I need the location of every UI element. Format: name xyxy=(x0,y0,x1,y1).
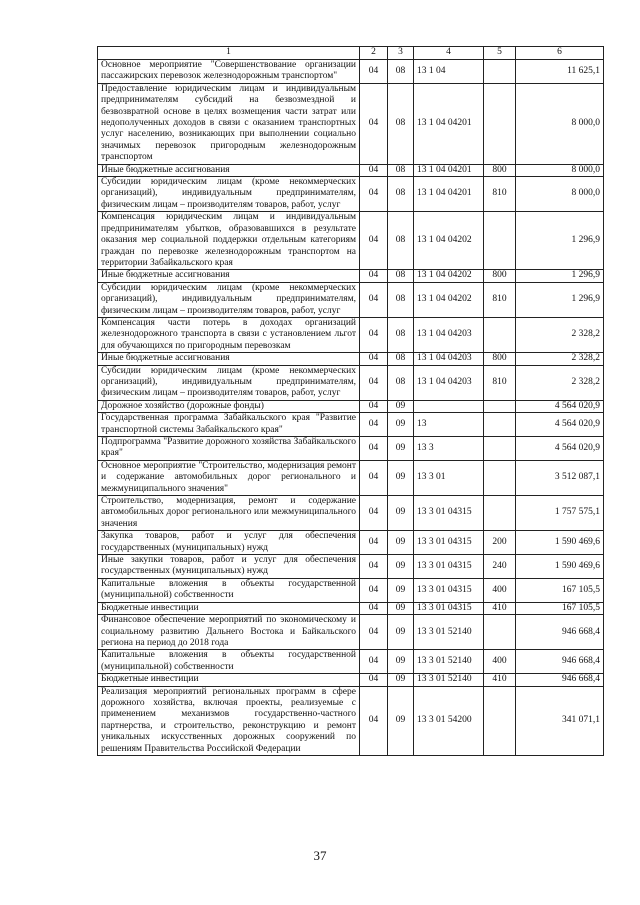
subsection-code-cell: 08 xyxy=(388,60,414,84)
target-article-cell: 13 3 01 52140 xyxy=(414,674,484,686)
section-code-cell: 04 xyxy=(360,531,388,555)
table-row xyxy=(98,650,604,674)
section-code-cell: 04 xyxy=(360,282,388,317)
target-article-cell: 13 3 01 xyxy=(414,460,484,495)
subsection-code-cell: 09 xyxy=(388,674,414,686)
subsection-code-cell: 08 xyxy=(388,164,414,176)
subsection-code-cell: 09 xyxy=(388,650,414,674)
expense-type-cell: 400 xyxy=(484,650,516,674)
expense-name-cell: Основное мероприятие "Строительство, модернизация ремонт и содержание автомобильных дорог регионального и межмуниципального значения" xyxy=(98,460,360,495)
section-code-cell: 04 xyxy=(360,400,388,412)
header-col-3: 3 xyxy=(388,47,414,60)
expense-name-cell: Закупка товаров, работ и услуг для обеспечения государственных (муниципальных) нужд xyxy=(98,531,360,555)
target-article-cell: 13 1 04 04201 xyxy=(414,83,484,164)
table-row xyxy=(98,555,604,579)
target-article-cell: 13 3 01 04315 xyxy=(414,578,484,602)
amount-cell: 8 000,0 xyxy=(516,83,604,164)
table-row xyxy=(98,400,604,412)
expense-type-cell xyxy=(484,437,516,461)
amount-cell: 2 328,2 xyxy=(516,365,604,400)
expense-type-cell: 800 xyxy=(484,270,516,282)
target-article-cell: 13 1 04 04203 xyxy=(414,353,484,365)
expense-type-cell: 400 xyxy=(484,578,516,602)
expense-name-cell: Финансовое обеспечение мероприятий по экономическому и социальному развитию Дальнего Востока и Байкальского региона на период до 2018 года xyxy=(98,615,360,650)
target-article-cell: 13 3 xyxy=(414,437,484,461)
expense-type-cell xyxy=(484,400,516,412)
expense-type-cell xyxy=(484,496,516,531)
expense-type-cell xyxy=(484,60,516,84)
expense-type-cell xyxy=(484,83,516,164)
expense-name-cell: Компенсация части потерь в доходах организаций железнодорожного транспорта в связи с установлением льгот для обучающихся по пригородным перевозкам xyxy=(98,317,360,352)
table-row xyxy=(98,60,604,84)
table-row xyxy=(98,615,604,650)
table-row xyxy=(98,413,604,437)
table-row xyxy=(98,164,604,176)
expense-name-cell: Реализация мероприятий региональных программ в сфере дорожного хозяйства, включая проекты, реализуемые с применением механизмов государственно-частного партнерства, и строительство, реконструкцию и ремонт уникальных искусственных дорожных сооружений по решениям Правительства Российской Федерации xyxy=(98,686,360,755)
expense-type-cell xyxy=(484,317,516,352)
amount-cell: 946 668,4 xyxy=(516,650,604,674)
expense-type-cell: 240 xyxy=(484,555,516,579)
section-code-cell: 04 xyxy=(360,177,388,212)
target-article-cell: 13 1 04 04203 xyxy=(414,365,484,400)
table-row xyxy=(98,496,604,531)
section-code-cell: 04 xyxy=(360,615,388,650)
subsection-code-cell: 09 xyxy=(388,578,414,602)
section-code-cell: 04 xyxy=(360,83,388,164)
target-article-cell: 13 3 01 04315 xyxy=(414,531,484,555)
target-article-cell xyxy=(414,400,484,412)
expense-name-cell: Субсидии юридическим лицам (кроме некоммерческих организаций), индивидуальным предпринимателям, физическим лицам – производителям товаров, работ, услуг xyxy=(98,177,360,212)
expense-name-cell: Бюджетные инвестиции xyxy=(98,602,360,614)
header-col-6: 6 xyxy=(516,47,604,60)
target-article-cell: 13 3 01 04315 xyxy=(414,496,484,531)
target-article-cell: 13 3 01 52140 xyxy=(414,650,484,674)
target-article-cell: 13 1 04 xyxy=(414,60,484,84)
expense-type-cell: 410 xyxy=(484,602,516,614)
amount-cell: 1 296,9 xyxy=(516,282,604,317)
subsection-code-cell: 08 xyxy=(388,353,414,365)
expense-name-cell: Иные закупки товаров, работ и услуг для обеспечения государственных (муниципальных) нужд xyxy=(98,555,360,579)
section-code-cell: 04 xyxy=(360,365,388,400)
table-row xyxy=(98,270,604,282)
target-article-cell: 13 3 01 54200 xyxy=(414,686,484,755)
table-row xyxy=(98,317,604,352)
header-col-2: 2 xyxy=(360,47,388,60)
header-col-1: 1 xyxy=(98,47,360,60)
expense-name-cell: Государственная программа Забайкальского края "Развитие транспортной системы Забайкальского края" xyxy=(98,413,360,437)
expense-name-cell: Капитальные вложения в объекты государственной (муниципальной) собственности xyxy=(98,650,360,674)
table-row xyxy=(98,365,604,400)
expense-name-cell: Иные бюджетные ассигнования xyxy=(98,270,360,282)
expense-name-cell: Иные бюджетные ассигнования xyxy=(98,353,360,365)
page-number: 37 xyxy=(313,848,327,863)
section-code-cell: 04 xyxy=(360,578,388,602)
subsection-code-cell: 08 xyxy=(388,177,414,212)
table-row xyxy=(98,674,604,686)
expense-type-cell: 810 xyxy=(484,282,516,317)
expense-name-cell: Иные бюджетные ассигнования xyxy=(98,164,360,176)
expense-type-cell: 810 xyxy=(484,365,516,400)
amount-cell: 1 757 575,1 xyxy=(516,496,604,531)
subsection-code-cell: 09 xyxy=(388,437,414,461)
target-article-cell: 13 1 04 04202 xyxy=(414,282,484,317)
amount-cell: 11 625,1 xyxy=(516,60,604,84)
amount-cell: 1 590 469,6 xyxy=(516,531,604,555)
subsection-code-cell: 08 xyxy=(388,212,414,270)
subsection-code-cell: 09 xyxy=(388,531,414,555)
target-article-cell: 13 1 04 04201 xyxy=(414,177,484,212)
table-row xyxy=(98,83,604,164)
table-row xyxy=(98,602,604,614)
table-row xyxy=(98,353,604,365)
expense-type-cell: 800 xyxy=(484,353,516,365)
section-code-cell: 04 xyxy=(360,212,388,270)
expense-type-cell: 810 xyxy=(484,177,516,212)
expense-name-cell: Субсидии юридическим лицам (кроме некоммерческих организаций), индивидуальным предпринимателям, физическим лицам – производителям товаров, работ, услуг xyxy=(98,365,360,400)
section-code-cell: 04 xyxy=(360,270,388,282)
amount-cell: 4 564 020,9 xyxy=(516,437,604,461)
expense-name-cell: Основное мероприятие "Совершенствование организации пассажирских перевозок железнодорожным транспортом" xyxy=(98,60,360,84)
table-row xyxy=(98,282,604,317)
expense-name-cell: Подпрограмма "Развитие дорожного хозяйства Забайкальского края" xyxy=(98,437,360,461)
target-article-cell: 13 3 01 04315 xyxy=(414,555,484,579)
target-article-cell: 13 1 04 04203 xyxy=(414,317,484,352)
expense-name-cell: Капитальные вложения в объекты государственной (муниципальной) собственности xyxy=(98,578,360,602)
subsection-code-cell: 08 xyxy=(388,83,414,164)
target-article-cell: 13 3 01 04315 xyxy=(414,602,484,614)
subsection-code-cell: 09 xyxy=(388,460,414,495)
section-code-cell: 04 xyxy=(360,437,388,461)
subsection-code-cell: 08 xyxy=(388,317,414,352)
expense-name-cell: Строительство, модернизация, ремонт и содержание автомобильных дорог регионального или межмуниципального значения xyxy=(98,496,360,531)
expense-type-cell xyxy=(484,212,516,270)
section-code-cell: 04 xyxy=(360,164,388,176)
section-code-cell: 04 xyxy=(360,496,388,531)
amount-cell: 341 071,1 xyxy=(516,686,604,755)
amount-cell: 1 296,9 xyxy=(516,212,604,270)
expense-type-cell: 410 xyxy=(484,674,516,686)
section-code-cell: 04 xyxy=(360,413,388,437)
section-code-cell: 04 xyxy=(360,650,388,674)
target-article-cell: 13 1 04 04201 xyxy=(414,164,484,176)
expense-type-cell xyxy=(484,460,516,495)
target-article-cell: 13 1 04 04202 xyxy=(414,212,484,270)
section-code-cell: 04 xyxy=(360,602,388,614)
table-row xyxy=(98,437,604,461)
amount-cell: 167 105,5 xyxy=(516,578,604,602)
subsection-code-cell: 09 xyxy=(388,555,414,579)
amount-cell: 8 000,0 xyxy=(516,177,604,212)
expense-type-cell xyxy=(484,615,516,650)
subsection-code-cell: 08 xyxy=(388,282,414,317)
expense-type-cell xyxy=(484,686,516,755)
subsection-code-cell: 09 xyxy=(388,602,414,614)
section-code-cell: 04 xyxy=(360,60,388,84)
amount-cell: 4 564 020,9 xyxy=(516,413,604,437)
table-row xyxy=(98,212,604,270)
section-code-cell: 04 xyxy=(360,555,388,579)
table-row xyxy=(98,460,604,495)
expense-name-cell: Бюджетные инвестиции xyxy=(98,674,360,686)
amount-cell: 1 590 469,6 xyxy=(516,555,604,579)
section-code-cell: 04 xyxy=(360,686,388,755)
section-code-cell: 04 xyxy=(360,460,388,495)
section-code-cell: 04 xyxy=(360,353,388,365)
table-body xyxy=(98,60,604,756)
section-code-cell: 04 xyxy=(360,317,388,352)
subsection-code-cell: 09 xyxy=(388,615,414,650)
subsection-code-cell: 09 xyxy=(388,496,414,531)
header-col-4: 4 xyxy=(414,47,484,60)
table-row xyxy=(98,177,604,212)
expense-name-cell: Компенсация юридическим лицам и индивидуальным предпринимателям убытков, образовавшихся в результате оказания мер социальной поддержки отдельным категориям граждан по перевозке железнодорожным транспортом на территории Забайкальского края xyxy=(98,212,360,270)
amount-cell: 946 668,4 xyxy=(516,615,604,650)
subsection-code-cell: 08 xyxy=(388,365,414,400)
table-row xyxy=(98,686,604,755)
table-header-row xyxy=(98,47,604,60)
amount-cell: 3 512 087,1 xyxy=(516,460,604,495)
amount-cell: 4 564 020,9 xyxy=(516,400,604,412)
header-col-5: 5 xyxy=(484,47,516,60)
amount-cell: 946 668,4 xyxy=(516,674,604,686)
expense-name-cell: Предоставление юридическим лицам и индивидуальным предпринимателям субсидий на безвозмездной и безвозвратной основе в целях возмещения части затрат или недополученных доходов в связи с оказанием транспортных услуг населению, возникающих при выполнении социально значимых перевозок пригородным железнодорожным транспортом xyxy=(98,83,360,164)
expense-name-cell: Дорожное хозяйство (дорожные фонды) xyxy=(98,400,360,412)
subsection-code-cell: 09 xyxy=(388,413,414,437)
amount-cell: 8 000,0 xyxy=(516,164,604,176)
subsection-code-cell: 08 xyxy=(388,270,414,282)
target-article-cell: 13 1 04 04202 xyxy=(414,270,484,282)
amount-cell: 2 328,2 xyxy=(516,317,604,352)
subsection-code-cell: 09 xyxy=(388,686,414,755)
target-article-cell: 13 xyxy=(414,413,484,437)
amount-cell: 167 105,5 xyxy=(516,602,604,614)
table-row xyxy=(98,531,604,555)
section-code-cell: 04 xyxy=(360,674,388,686)
target-article-cell: 13 3 01 52140 xyxy=(414,615,484,650)
table-row xyxy=(98,578,604,602)
subsection-code-cell: 09 xyxy=(388,400,414,412)
expense-name-cell: Субсидии юридическим лицам (кроме некоммерческих организаций), индивидуальным предпринимателям, физическим лицам – производителям товаров, работ, услуг xyxy=(98,282,360,317)
amount-cell: 2 328,2 xyxy=(516,353,604,365)
budget-table xyxy=(97,46,604,756)
expense-type-cell: 800 xyxy=(484,164,516,176)
expense-type-cell xyxy=(484,413,516,437)
expense-type-cell: 200 xyxy=(484,531,516,555)
amount-cell: 1 296,9 xyxy=(516,270,604,282)
